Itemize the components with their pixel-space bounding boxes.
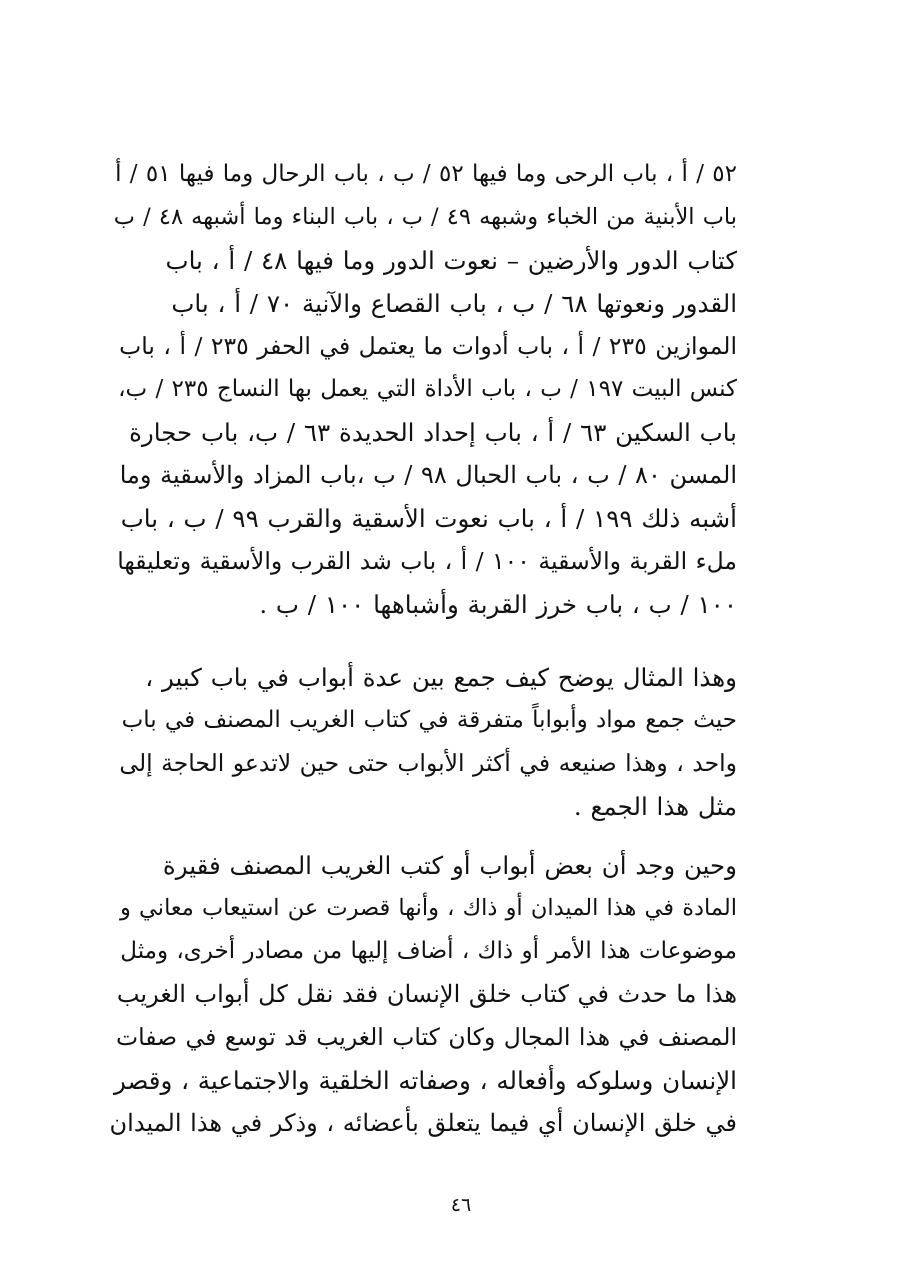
text-line: موضوعات هذا الأمر أو ذاك ، أضاف إليها من مصادر أخرى، ومثل xyxy=(120,938,737,964)
text-line: الإنسان وسلوكه وأفعاله ، وصفاته الخلقية والاجتماعية ، وقصر xyxy=(114,1066,737,1095)
text-line: كتاب الدور والأرضين – نعوت الدور وما فيها ٤٨ / أ ، باب xyxy=(165,246,737,275)
paragraph-example xyxy=(110,656,737,828)
text-line: باب السكين ٦٣ / أ ، باب إحداد الحديدة ٦٣ / ب، باب حجارة xyxy=(129,418,737,447)
text-line: الموازين ٢٣٥ / أ ، باب أدوات ما يعتمل في الحفر ٢٣٥ / أ ، باب xyxy=(119,332,737,360)
text-line: كنس البيت ١٩٧ / ب ، باب الأداة التي يعمل بها النساج ٢٣٥ / ب، xyxy=(118,376,737,402)
text-line: مثل هذا الجمع . xyxy=(573,792,737,821)
text-line: المادة في هذا الميدان أو ذاك ، وأنها قصرت عن استيعاب معاني و xyxy=(120,895,737,921)
text-line: أشبه ذلك ١٩٩ / أ ، باب نعوت الأسقية والقرب ٩٩ / ب ، باب xyxy=(120,504,737,533)
text-line: واحد ، وهذا صنيعه في أكثر الأبواب حتى حين لاتدعو الحاجة إلى xyxy=(119,749,737,777)
text-line: المسن ٨٠ / ب ، باب الحبال ٩٨ / ب ،باب المزاد والأسقية وما xyxy=(119,461,737,489)
text-line: ملء القربة والأسقية ١٠٠ / أ ، باب شد القرب والأسقية وتعليقها xyxy=(117,547,737,575)
paragraph-chapter-list xyxy=(110,153,737,626)
text-line: ١٠٠ / ب ، باب خرز القربة وأشباهها ١٠٠ / ب . xyxy=(259,590,737,619)
text-line: وهذا المثال يوضح كيف جمع بين عدة أبواب في باب كبير ، xyxy=(145,663,737,692)
text-line: حيث جمع مواد وأبواباً متفرقة في كتاب الغريب المصنف في باب xyxy=(121,707,737,733)
page-number: ٤٦ xyxy=(450,1194,472,1216)
text-line: باب الأبنية من الخباء وشبهه ٤٩ / ب ، باب البناء وما أشبهه ٤٨ / ب xyxy=(113,204,737,230)
paragraph-additions xyxy=(110,844,737,1145)
text-line: وحين وجد أن بعض أبواب أو كتب الغريب المصنف فقيرة xyxy=(162,851,737,880)
text-line: هذا ما حدث في كتاب خلق الإنسان فقد نقل كل أبواب الغريب xyxy=(116,980,737,1008)
text-line: في خلق الإنسان أي فيما يتعلق بأعضائه ، وذكر في هذا الميدان xyxy=(110,1109,737,1137)
text-line: ٥٢ / أ ، باب الرحى وما فيها ٥٢ / ب ، باب الرحال وما فيها ٥١ / أ xyxy=(115,161,737,187)
text-line: القدور ونعوتها ٦٨ / ب ، باب القصاع والآنية ٧٠ / أ ، باب xyxy=(171,289,737,318)
text-line: المصنف في هذا المجال وكان كتاب الغريب قد توسع في صفات xyxy=(115,1023,737,1051)
